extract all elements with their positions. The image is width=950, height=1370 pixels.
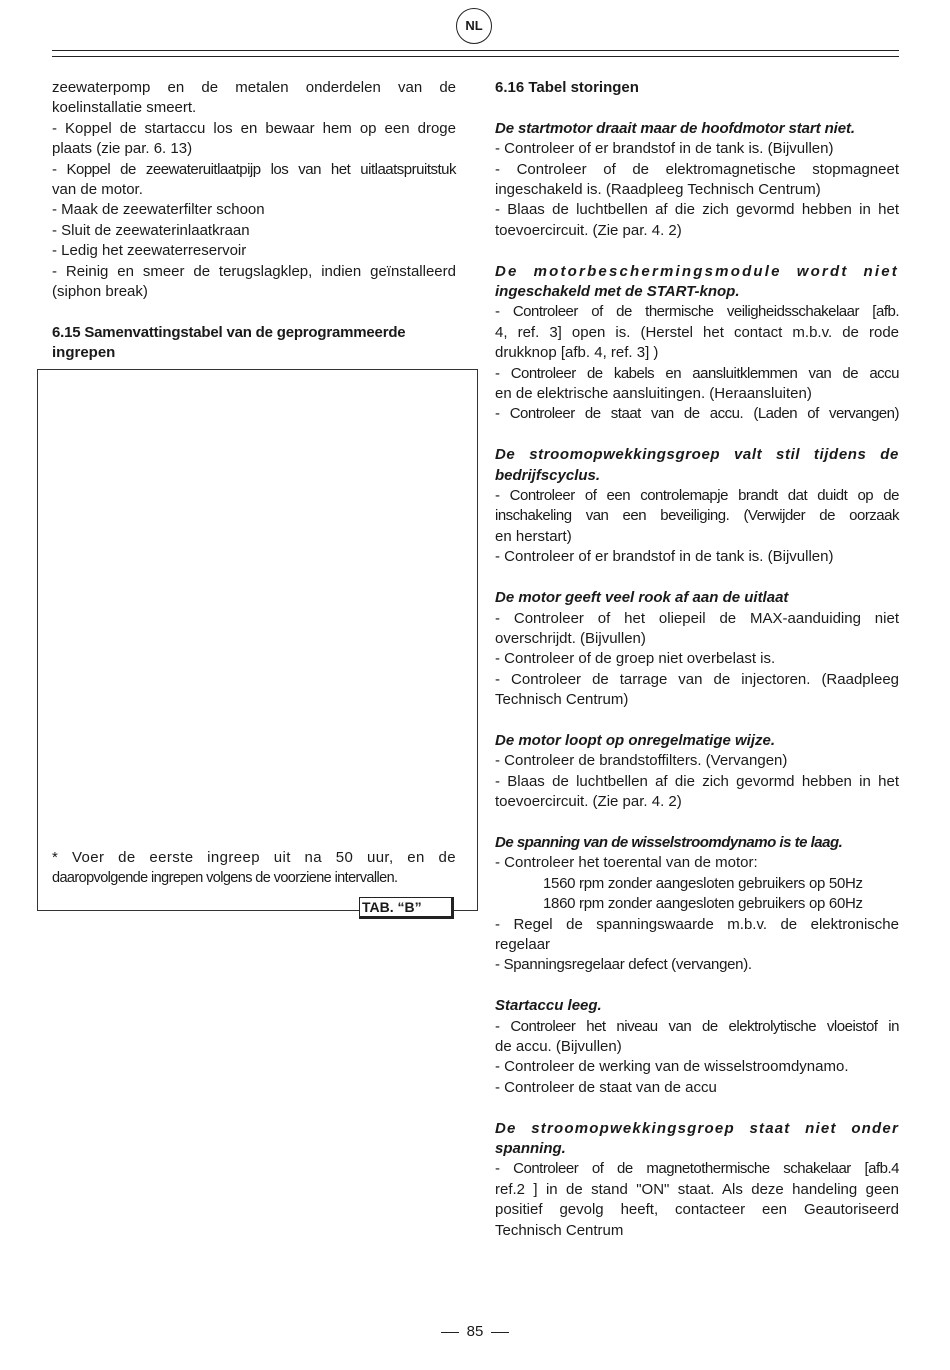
- fault-line: en de elektrische aansluitingen. (Heraansluiten): [495, 385, 812, 403]
- fault-line: - Controleer de werking van de wisselstroomdynamo.: [495, 1058, 849, 1076]
- fault-line: - Controleer de tarrage van de injectoren. (Raadpleeg: [495, 670, 899, 688]
- right-column: [495, 78, 899, 1241]
- table-note-line: * Voer de eerste ingreep uit na 50 uur, en de: [52, 849, 456, 866]
- header-rule-top: [52, 50, 899, 51]
- fault-line: - Controleer of de groep niet overbelast is.: [495, 650, 776, 668]
- fault-line: - Controleer of de elektromagnetische stopmagneet: [495, 160, 899, 178]
- fault-line: - Blaas de luchtbellen af die zich gevormd hebben in het: [495, 201, 899, 219]
- fault-line: - Controleer of er brandstof in de tank is. (Bijvullen): [495, 548, 834, 566]
- fault-line: ref.2 ] in de stand "ON" staat. Als deze handeling geen: [495, 1180, 899, 1198]
- body-line: koelinstallatie smeert.: [52, 99, 197, 117]
- body-line: - Koppel de startaccu los en bewaar hem op een droge: [52, 119, 456, 137]
- language-badge: NL: [456, 8, 492, 44]
- left-column: [52, 78, 456, 364]
- fault-line: inschakeling van een beveiliging. (Verwijder de oorzaak: [495, 507, 899, 525]
- table-b-label: TAB. “B”: [359, 897, 454, 919]
- fault-line: - Controleer of een controlemapje brandt dat duidt op de: [495, 487, 899, 505]
- footer-dash-left: [441, 1332, 459, 1333]
- fault-title: De stroomopwekkingsgroep valt stil tijdens de: [495, 446, 899, 464]
- fault-line: - Controleer de staat van de accu. (Laden of vervangen): [495, 405, 899, 423]
- fault-line: 1560 rpm zonder aangesloten gebruikers op 50Hz: [543, 874, 863, 892]
- body-line: zeewaterpomp en de metalen onderdelen van de: [52, 79, 456, 96]
- body-line: - Sluit de zeewaterinlaatkraan: [52, 221, 250, 239]
- section-title-6-15: 6.15 Samenvattingstabel van de geprogrammeerde: [52, 323, 406, 341]
- header-rule-bottom: [52, 56, 899, 57]
- body-line: van de motor.: [52, 181, 143, 199]
- fault-line: - Controleer het niveau van de elektrolytische vloeistof in: [495, 1017, 899, 1035]
- fault-line: Technisch Centrum: [495, 1221, 624, 1239]
- body-line: (siphon break): [52, 283, 148, 301]
- fault-title: bedrijfscyclus.: [495, 466, 601, 484]
- fault-line: - Spanningsregelaar defect (vervangen).: [495, 956, 752, 974]
- table-b-note: [52, 848, 456, 889]
- fault-line: - Controleer of het oliepeil de MAX-aanduiding niet: [495, 609, 899, 627]
- fault-line: - Controleer de kabels en aansluitklemmen van de accu: [495, 364, 899, 382]
- fault-title: De motor loopt op onregelmatige wijze.: [495, 731, 776, 749]
- fault-title: De motor geeft veel rook af aan de uitlaat: [495, 589, 789, 607]
- fault-line: - Controleer het toerental van de motor:: [495, 854, 758, 872]
- table-note-line: daaropvolgende ingrepen volgens de voorziene intervallen.: [52, 870, 398, 887]
- page-footer: [0, 1322, 950, 1342]
- fault-title: De stroomopwekkingsgroep staat niet onder: [495, 1119, 899, 1137]
- fault-line: ingeschakeld is. (Raadpleeg Technisch Centrum): [495, 181, 821, 199]
- fault-line: Technisch Centrum): [495, 691, 629, 709]
- fault-line: positief gevolg heeft, contacteer een Geautoriseerd: [495, 1201, 899, 1219]
- fault-line: de accu. (Bijvullen): [495, 1037, 622, 1055]
- fault-line: toevoercircuit. (Zie par. 4. 2): [495, 793, 682, 811]
- fault-title: De startmotor draait maar de hoofdmotor start niet.: [495, 119, 855, 137]
- body-line: plaats (zie par. 6. 13): [52, 140, 193, 158]
- fault-title: De spanning van de wisselstroomdynamo is te laag.: [495, 833, 843, 851]
- fault-line: en herstart): [495, 527, 572, 545]
- page-number: 85: [466, 1323, 484, 1340]
- fault-line: - Controleer de staat van de accu: [495, 1078, 717, 1096]
- fault-line: overschrijdt. (Bijvullen): [495, 629, 646, 647]
- body-line: - Koppel de zeewateruitlaatpijp los van het uitlaatspruitstuk: [52, 160, 456, 178]
- fault-line: - Regel de spanningswaarde m.b.v. de elektronische: [495, 915, 899, 933]
- footer-dash-right: [491, 1332, 509, 1333]
- fault-line: 1860 rpm zonder aangesloten gebruikers op 60Hz: [543, 895, 863, 913]
- body-line: - Reinig en smeer de terugslagklep, indien geïnstalleerd: [52, 262, 456, 280]
- fault-line: regelaar: [495, 935, 551, 953]
- fault-line: - Blaas de luchtbellen af die zich gevormd hebben in het: [495, 772, 899, 790]
- fault-line: - Controleer of de magnetothermische schakelaar [afb.4: [495, 1160, 899, 1178]
- fault-line: 4, ref. 3] open is. (Herstel het contact m.b.v. de rode: [495, 323, 899, 341]
- body-line: - Maak de zeewaterfilter schoon: [52, 201, 265, 219]
- fault-title: ingeschakeld met de START-knop.: [495, 283, 740, 301]
- fault-line: - Controleer of de thermische veiligheidsschakelaar [afb.: [495, 303, 899, 321]
- body-line: - Ledig het zeewaterreservoir: [52, 242, 247, 260]
- fault-line: drukknop [afb. 4, ref. 3] ): [495, 344, 659, 362]
- section-title-6-15-cont: ingrepen: [52, 344, 116, 362]
- table-b-frame: [37, 369, 478, 911]
- fault-title: Startaccu leeg.: [495, 997, 602, 1015]
- fault-line: - Controleer de brandstoffilters. (Vervangen): [495, 752, 788, 770]
- fault-line: - Controleer of er brandstof in de tank is. (Bijvullen): [495, 140, 834, 158]
- fault-line: toevoercircuit. (Zie par. 4. 2): [495, 221, 682, 239]
- fault-title: spanning.: [495, 1140, 566, 1157]
- fault-title: De motorbeschermingsmodule wordt niet: [495, 262, 899, 280]
- section-title-6-16: 6.16 Tabel storingen: [495, 79, 639, 96]
